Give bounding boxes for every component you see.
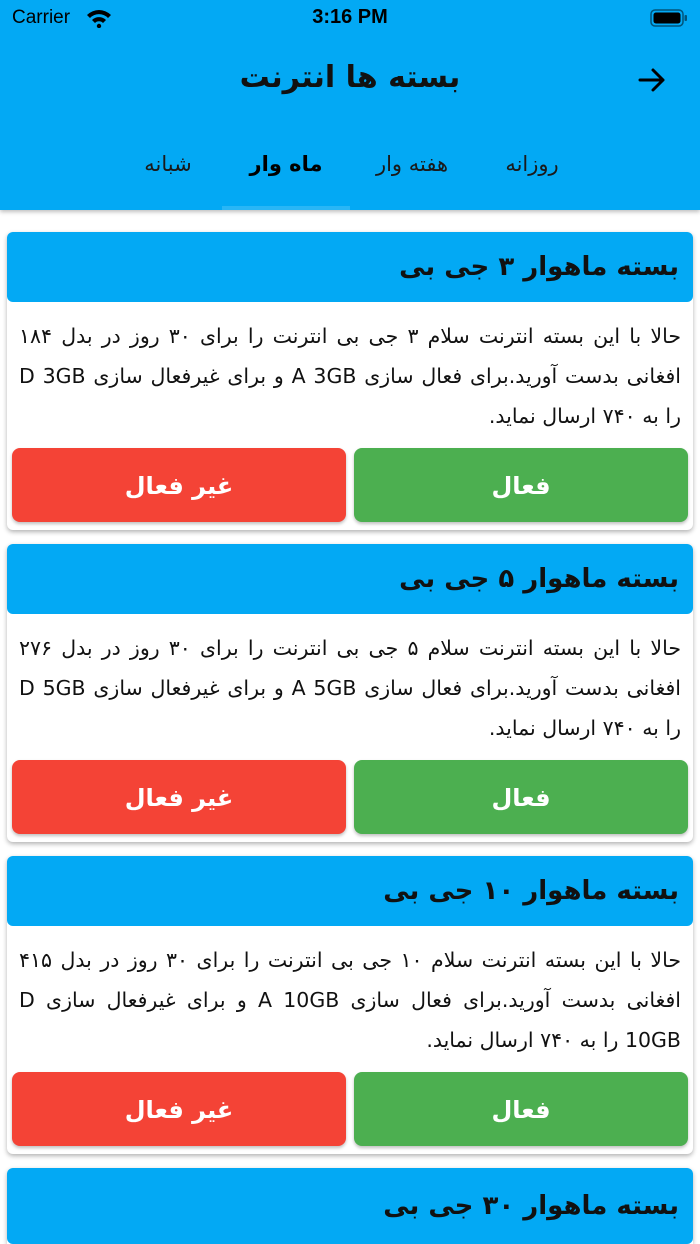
activate-button[interactable]: فعال: [354, 448, 688, 522]
deactivate-button[interactable]: غیر فعال: [12, 448, 346, 522]
package-description: حالا با این بسته انترنت سلام ۵ جی بی انترنت را برای ۳۰ روز در بدل ۲۷۶ افغانی بدست آورید.برای فعال سازی A 5GB و برای غیرفعال سازی D 5GB را به ۷۴۰ ارسال نماید.: [19, 636, 681, 740]
tab-indicator: [222, 206, 350, 210]
package-title: بسته ماهوار ۳ جی بی: [7, 232, 693, 302]
package-card: [7, 544, 693, 842]
package-card: [7, 856, 693, 1154]
tab-weekly[interactable]: هفته وار: [375, 152, 449, 176]
package-card: [7, 232, 693, 530]
deactivate-button[interactable]: غیر فعال: [12, 760, 346, 834]
tab-monthly[interactable]: ماه وار: [249, 152, 323, 176]
package-card: [7, 1168, 693, 1244]
deactivate-button[interactable]: غیر فعال: [12, 1072, 346, 1146]
activate-button[interactable]: فعال: [354, 760, 688, 834]
package-title: بسته ماهوار ۳۰ جی بی: [7, 1168, 693, 1244]
package-title: بسته ماهوار ۵ جی بی: [7, 544, 693, 614]
carrier-label: Carrier: [12, 7, 71, 28]
tab-daily[interactable]: روزانه: [505, 152, 559, 176]
arrow-right-icon[interactable]: [636, 64, 668, 100]
package-description: حالا با این بسته انترنت سلام ۳ جی بی انترنت را برای ۳۰ روز در بدل ۱۸۴ افغانی بدست آورید.برای فعال سازی A 3GB و برای غیرفعال سازی D 3GB را به ۷۴۰ ارسال نماید.: [19, 324, 681, 428]
page-title: بسته ها انترنت: [239, 60, 461, 95]
package-title: بسته ماهوار ۱۰ جی بی: [7, 856, 693, 926]
tab-nightly[interactable]: شبانه: [144, 152, 192, 176]
app-header: [0, 0, 700, 210]
tab-bar: [0, 140, 700, 210]
package-description: حالا با این بسته انترنت سلام ۱۰ جی بی انترنت را برای ۳۰ روز در بدل ۴۱۵ افغانی بدست آورید.برای فعال سازی A 10GB و برای غیرفعال سازی D 10GB را به ۷۴۰ ارسال نماید.: [19, 948, 681, 1052]
status-time: 3:16 PM: [312, 6, 388, 28]
activate-button[interactable]: فعال: [354, 1072, 688, 1146]
status-bar: [0, 0, 700, 36]
battery-icon: [650, 9, 688, 32]
